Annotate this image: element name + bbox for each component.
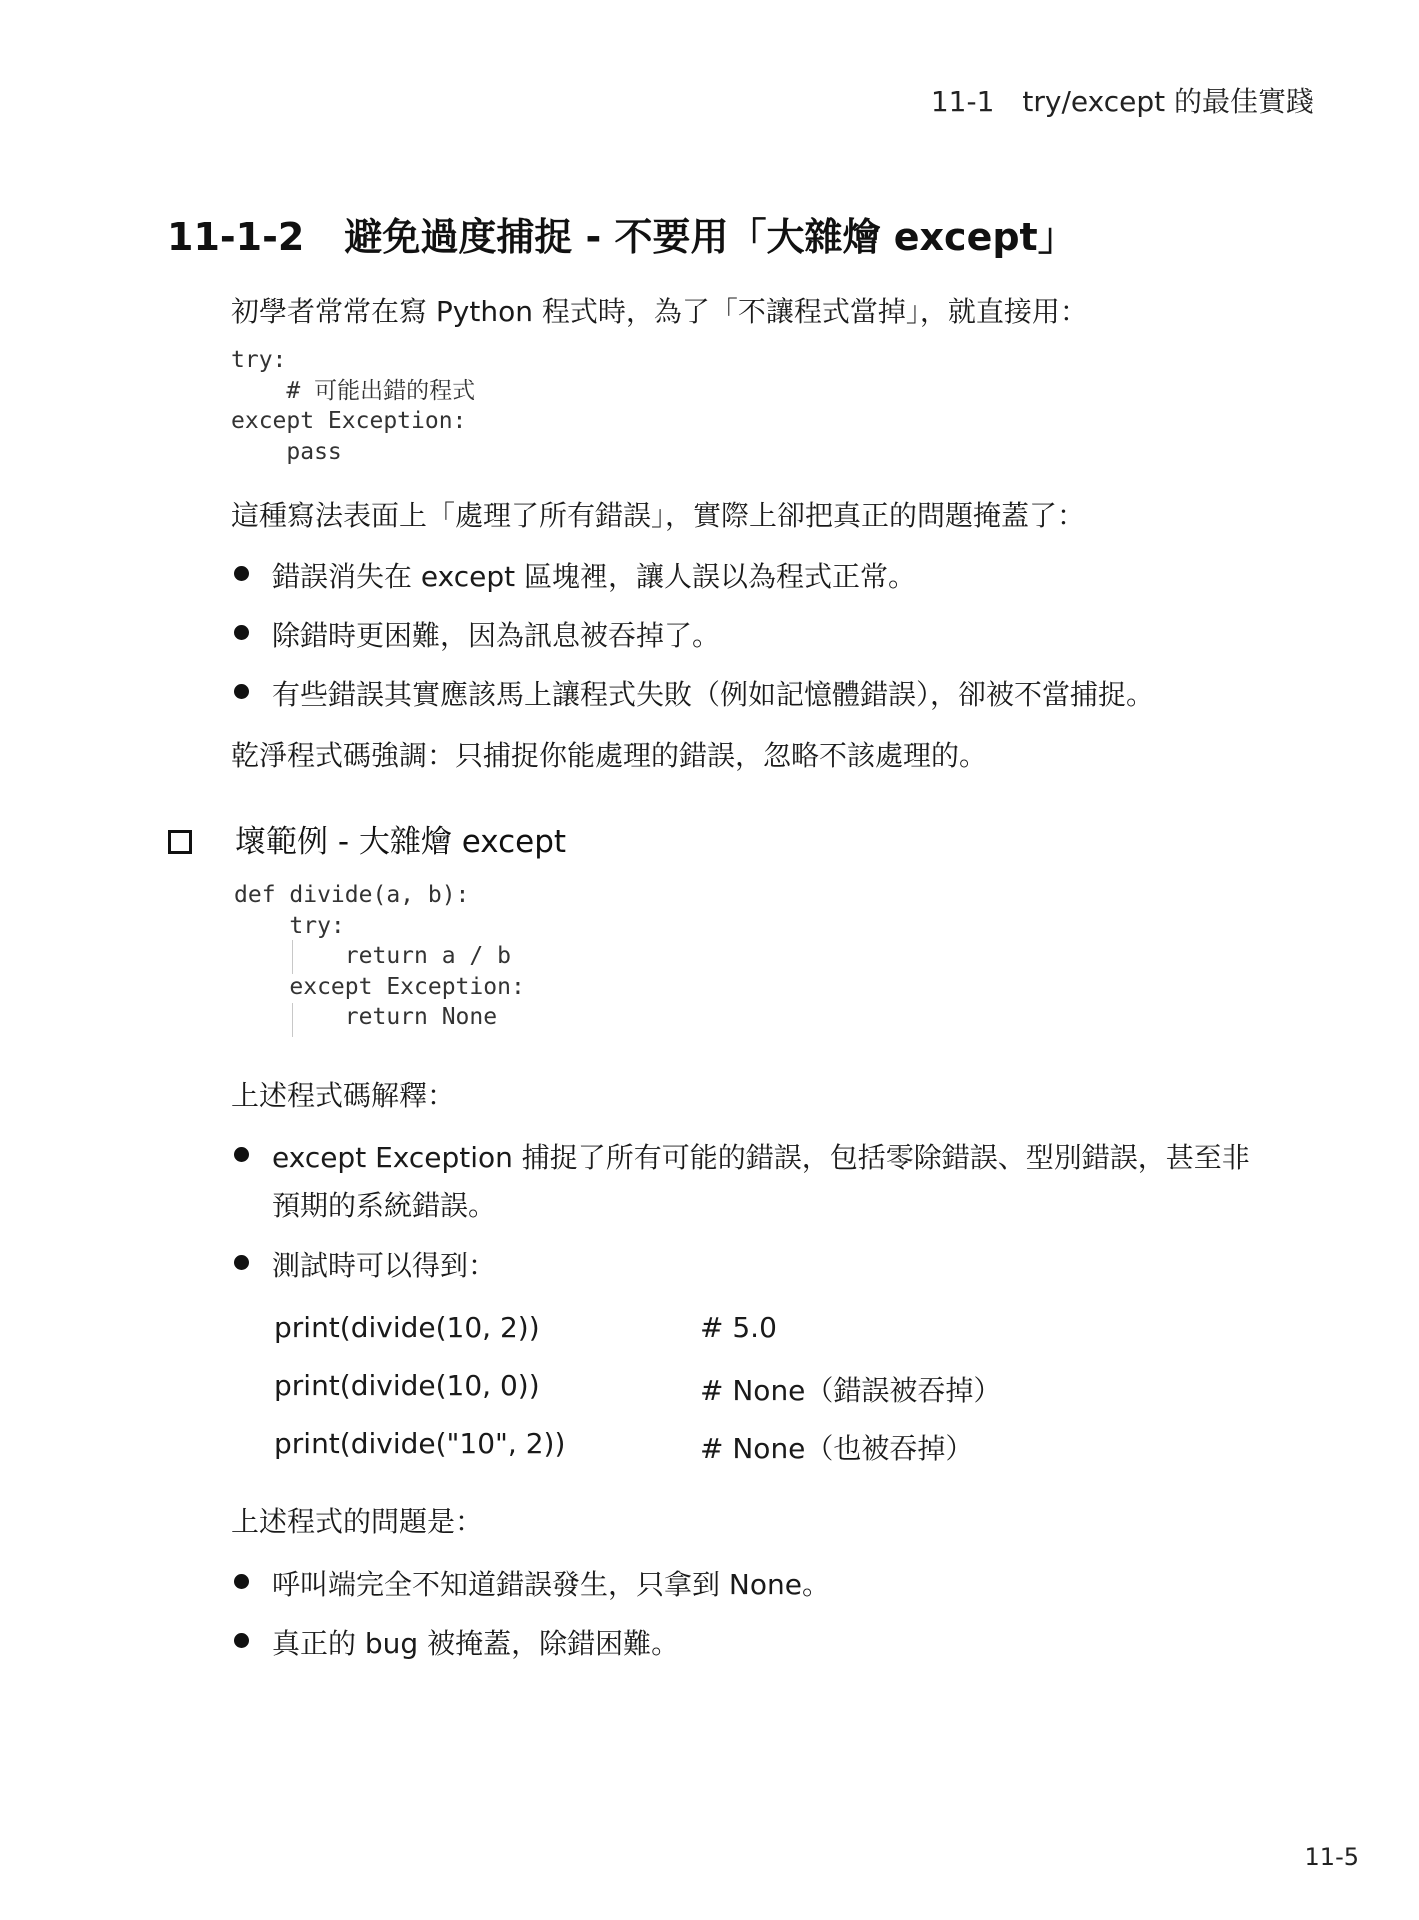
bullet-item: 有些錯誤其實應該馬上讓程式失敗（例如記憶體錯誤），卻被不當捕捉。: [272, 678, 1155, 711]
code-block-2: [234, 880, 525, 1033]
subheading-text: 壞範例 - 大雜燴 except: [235, 824, 567, 860]
header-section-number: 11-1: [930, 85, 995, 118]
sample-code: print(divide("10", 2)): [274, 1427, 566, 1460]
section-title-text: 避免過度捕捉 - 不要用「大雜燴 except」: [344, 215, 1076, 259]
running-header: [931, 80, 1314, 120]
page-number: 11-5: [1304, 1843, 1359, 1871]
bullet-item: 測試時可以得到：: [272, 1249, 497, 1282]
paragraph-5: 上述程式的問題是：: [231, 1505, 484, 1538]
sample-code: print(divide(10, 0)): [274, 1369, 540, 1402]
bullet-icon: [234, 625, 249, 640]
code-block-1: [231, 345, 475, 467]
bullet-item-continuation: 預期的系統錯誤。: [272, 1189, 497, 1222]
bullet-item: 呼叫端完全不知道錯誤發生，只拿到 None。: [272, 1568, 830, 1601]
bullet-icon: [234, 1633, 249, 1648]
subheading: [168, 816, 566, 861]
bullet-icon: [234, 1255, 249, 1270]
code-line: return None: [234, 1004, 498, 1030]
sample-comment: # None（錯誤被吞掉）: [700, 1374, 1002, 1407]
intro-paragraph: 初學者常常在寫 Python 程式時，為了「不讓程式當掉」，就直接用：: [231, 295, 1088, 328]
code-line: try:: [234, 912, 345, 939]
sample-comment: # None（也被吞掉）: [700, 1432, 974, 1465]
header-section-title: try/except 的最佳實踐: [1022, 85, 1314, 118]
checkbox-icon: [168, 830, 192, 854]
code-line: pass: [231, 438, 342, 465]
bullet-item: 錯誤消失在 except 區塊裡，讓人誤以為程式正常。: [272, 560, 916, 593]
bullet-item: 真正的 bug 被掩蓋，除錯困難。: [272, 1627, 680, 1660]
bullet-item: except Exception 捕捉了所有可能的錯誤，包括零除錯誤、型別錯誤，甚至非: [272, 1141, 1250, 1174]
code-line: def divide(a, b):: [234, 882, 470, 908]
code-line: return a / b: [234, 943, 511, 969]
code-line: except Exception:: [234, 973, 525, 1000]
bullet-icon: [234, 1147, 249, 1162]
sample-comment: # 5.0: [700, 1311, 777, 1344]
bullet-icon: [234, 1574, 249, 1589]
bullet-icon: [234, 566, 249, 581]
bullet-item: 除錯時更困難，因為訊息被吞掉了。: [272, 619, 721, 652]
bullet-icon: [234, 684, 249, 699]
section-title: [167, 206, 1076, 261]
paragraph-3: 乾淨程式碼強調：只捕捉你能處理的錯誤，忽略不該處理的。: [231, 739, 988, 772]
paragraph-2: 這種寫法表面上「處理了所有錯誤」，實際上卻把真正的問題掩蓋了：: [231, 499, 1086, 532]
code-line: # 可能出錯的程式: [231, 377, 476, 404]
sample-code: print(divide(10, 2)): [274, 1311, 540, 1344]
paragraph-4: 上述程式碼解釋：: [231, 1079, 456, 1112]
section-number: 11-1-2: [167, 215, 305, 259]
code-line: except Exception:: [231, 408, 467, 434]
code-line: try:: [231, 347, 287, 373]
